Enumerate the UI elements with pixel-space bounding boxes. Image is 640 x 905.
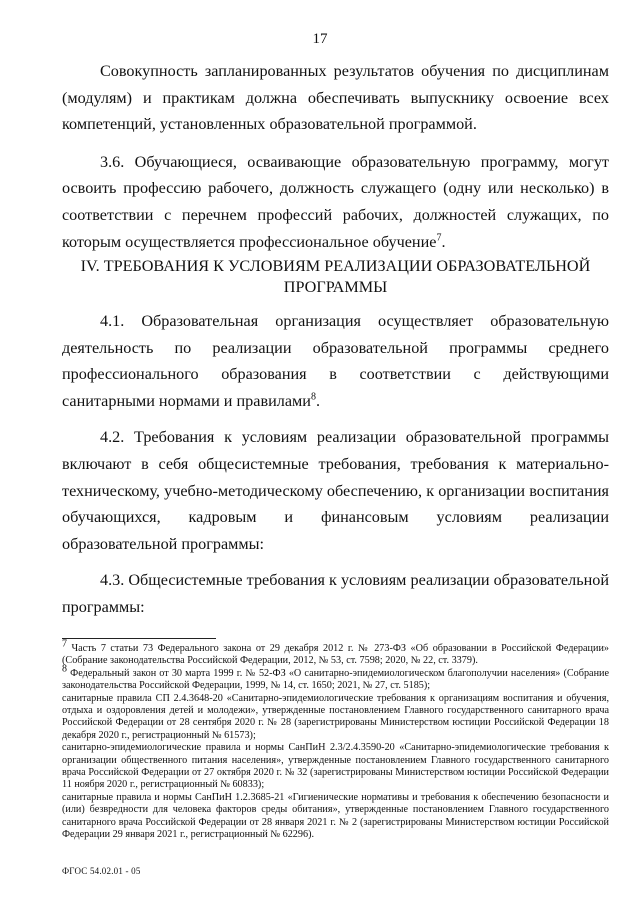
- footnote-separator: [62, 638, 216, 639]
- footnote-8-item-sanpin-1-2: санитарные правила и нормы СанПиН 1.2.3685-21 «Гигиенические нормативы и требования к обеспечению безопасности и (или) безвредности для человека факторов среды обитания», утвержденные постановлением Главного государственного санитарного врача Российской Федерации от 28 января 2021 г. № 2 (зарегистрированы Министерством юстиции Российской Федерации 29 января 2021 г., регистрационный № 62296).: [62, 791, 609, 841]
- footnote-8: [62, 663, 610, 693]
- paragraph-4-1: 4.1. Образовательная организация осуществляет образовательную деятельность по реализации образовательной программы среднего профессионального образования в соответствии с действующими санитарными нормами и правилами$^8$.: [62, 312, 609, 410]
- footnote-7: [62, 638, 610, 668]
- footnotes: [62, 638, 610, 842]
- footnote-ref-7: 7: [436, 232, 442, 244]
- footnote-ref-8: 8: [310, 391, 316, 403]
- footnote-7-text: Часть 7 статьи 73 Федерального закона от 29 декабря 2012 г. № 273-ФЗ «Об образовании в Российской Федерации» (Собрание законодательства Российской Федерации, 2012, № 53, ст. 7598; 2020, № 22, ст. 3379).: [62, 643, 610, 667]
- page-number: 17: [312, 31, 328, 47]
- paragraph-4-1-text: 4.1. Образовательная организация осуществляет образовательную деятельность по реализации образовательной программы среднего профессионального образования в соответствии с действующими санитарными нормами и правилами: [62, 312, 609, 410]
- footnote-7-mark: 7: [62, 638, 67, 650]
- footnote-8-mark: 8: [62, 663, 67, 675]
- paragraph-4-3: 4.3. Общесистемные требования к условиям реализации образовательной программы:: [62, 571, 609, 616]
- document-footer: ФГОС 54.02.01 - 05: [62, 866, 141, 876]
- section-heading: IV. ТРЕБОВАНИЯ К УСЛОВИЯМ РЕАЛИЗАЦИИ ОБРАЗОВАТЕЛЬНОЙ ПРОГРАММЫ: [80, 257, 591, 296]
- paragraph-4-2: 4.2. Требования к условиям реализации образовательной программы включают в себя общесистемные требования, требования к материально-техническому, учебно-методическому обеспечению, к организации воспитания обучающихся, кадровым и финансовым условиям реализации образовательной программы:: [62, 428, 609, 553]
- paragraph-3-6: 3.6. Обучающиеся, осваивающие образовательную программу, могут освоить профессию рабочего, должность служащего (одну или несколько) в соответствии с перечнем профессий рабочих, должностей служащих, по которым осуществляется профессиональное обучение$^7$.: [62, 152, 609, 251]
- footnote-8-item-sanpin-2-3: санитарно-эпидемиологические правила и нормы СанПиН 2.3/2.4.3590-20 «Санитарно-эпидемиологические требования к организации общественного питания населения», утвержденные постановлением Главного государственного санитарного врача Российской Федерации от 27 октября 2020 г. № 32 (зарегистрированы Министерством юстиции Российской Федерации 11 ноября 2020 г., регистрационный № 60833);: [62, 742, 609, 791]
- footnote-8-item-sp: санитарные правила СП 2.4.3648-20 «Санитарно-эпидемиологические требования к организациям воспитания и обучения, отдыха и оздоровления детей и молодежи», утвержденные постановлением Главного государственного санитарного врача Российской Федерации от 28 сентября 2020 г. № 28 (зарегистрированы Министерством юстиции Российской Федерации 18 декабря 2020 г., регистрационный № 61573);: [62, 692, 609, 741]
- paragraph-competencies: Совокупность запланированных результатов обучения по дисциплинам (модулям) и практикам должна обеспечивать выпускнику освоение всех компетенций, установленных образовательной программой.: [62, 62, 609, 134]
- paragraph-3-6-text: 3.6. Обучающиеся, осваивающие образовательную программу, могут освоить профессию рабочего, должность служащего (одну или несколько) в соответствии с перечнем профессий рабочих, должностей служащих, по которым осуществляется профессиональное обучение: [62, 152, 609, 251]
- footnote-8-text: Федеральный закон от 30 марта 1999 г. № 52-ФЗ «О санитарно-эпидемиологическом благополучии населения» (Собрание законодательства Российской Федерации, 1999, № 14, ст. 1650; 2021, № 27, ст. 5185);: [62, 667, 610, 692]
- body-block-2: [62, 308, 609, 621]
- body-block-1: [62, 58, 609, 255]
